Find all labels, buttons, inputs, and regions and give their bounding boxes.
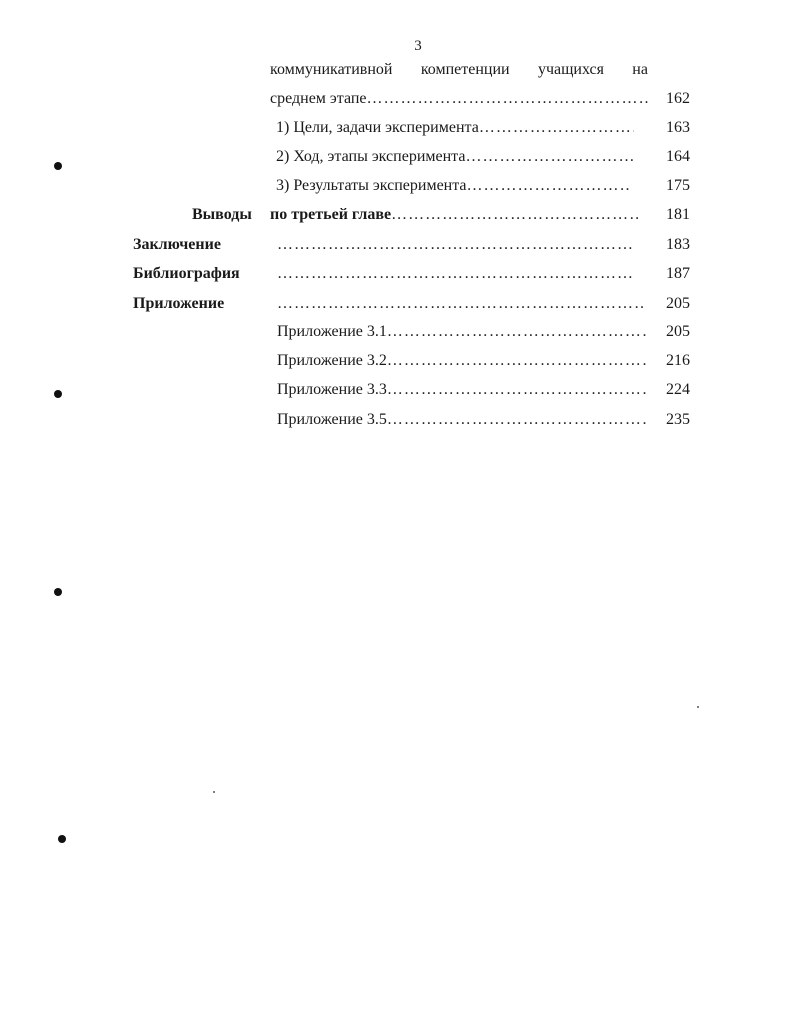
toc-entry (276, 118, 634, 138)
toc-entry-label: Приложение 3.5 (277, 411, 387, 428)
toc-section-heading: Приложение (133, 295, 225, 312)
toc-word: коммуникативной (270, 61, 393, 78)
toc-entry-label: Приложение 3.2 (277, 352, 387, 369)
toc-entry-page: 224 (666, 381, 690, 398)
toc-word: учащихся (537, 61, 604, 78)
scan-speck (697, 706, 699, 708)
toc-leader-dots (277, 294, 643, 314)
toc-section-heading: Заключение (133, 236, 221, 253)
toc-entry-page: 162 (666, 90, 690, 107)
toc-leader-dots (387, 351, 648, 371)
toc-entry-page: 163 (666, 119, 690, 136)
toc-entry (277, 264, 634, 284)
toc-section-heading: Библиография (133, 265, 240, 282)
toc-entry-page: 216 (666, 352, 690, 369)
toc-entry (277, 380, 648, 400)
toc-entry (277, 322, 648, 342)
binder-hole-mark (54, 390, 62, 398)
page-number: 3 (414, 38, 422, 54)
toc-entry-label: Приложение 3.3 (277, 381, 387, 398)
toc-entry-label: 1) Цели, задачи эксперимента (276, 119, 479, 136)
toc-entry (277, 294, 643, 314)
toc-continuation-line (270, 60, 648, 80)
toc-leader-dots (277, 264, 634, 284)
toc-entry (277, 351, 648, 371)
toc-entry-label: 2) Ход, этапы эксперимента (276, 148, 466, 165)
toc-entry-page: 205 (666, 295, 690, 312)
toc-leader-dots (387, 380, 648, 400)
scan-speck (213, 791, 215, 793)
toc-entry (270, 89, 650, 109)
toc-entry-label: по третьей главе (270, 206, 392, 223)
toc-entry-label: 3) Результаты эксперимента (276, 177, 467, 194)
toc-word: компетенции (420, 61, 510, 78)
toc-entry (276, 176, 632, 196)
toc-entry-page: 181 (666, 206, 690, 223)
toc-word: на (632, 61, 648, 78)
toc-entry-page: 175 (666, 177, 690, 194)
toc-entry (277, 410, 648, 430)
toc-leader-dots (387, 410, 648, 430)
toc-entry-page: 235 (666, 411, 690, 428)
toc-entry (277, 235, 634, 255)
toc-leader-dots (465, 147, 634, 167)
toc-leader-dots (277, 235, 634, 255)
toc-leader-dots (387, 322, 648, 342)
toc-leader-dots (391, 205, 638, 225)
toc-entry-page: 183 (666, 236, 690, 253)
toc-entry-label: среднем этапе (270, 90, 367, 107)
toc-section-heading: Выводы (192, 206, 252, 223)
toc-entry-page: 164 (666, 148, 690, 165)
toc-entry-page: 187 (666, 265, 690, 282)
toc-entry (270, 205, 638, 225)
toc-entry (276, 147, 634, 167)
toc-entry-label: Приложение 3.1 (277, 323, 387, 340)
binder-hole-mark (54, 162, 62, 170)
toc-leader-dots (467, 176, 632, 196)
toc-leader-dots (367, 89, 650, 109)
binder-hole-mark (54, 588, 62, 596)
toc-entry-page: 205 (666, 323, 690, 340)
toc-leader-dots (479, 118, 634, 138)
binder-hole-mark (58, 835, 66, 843)
